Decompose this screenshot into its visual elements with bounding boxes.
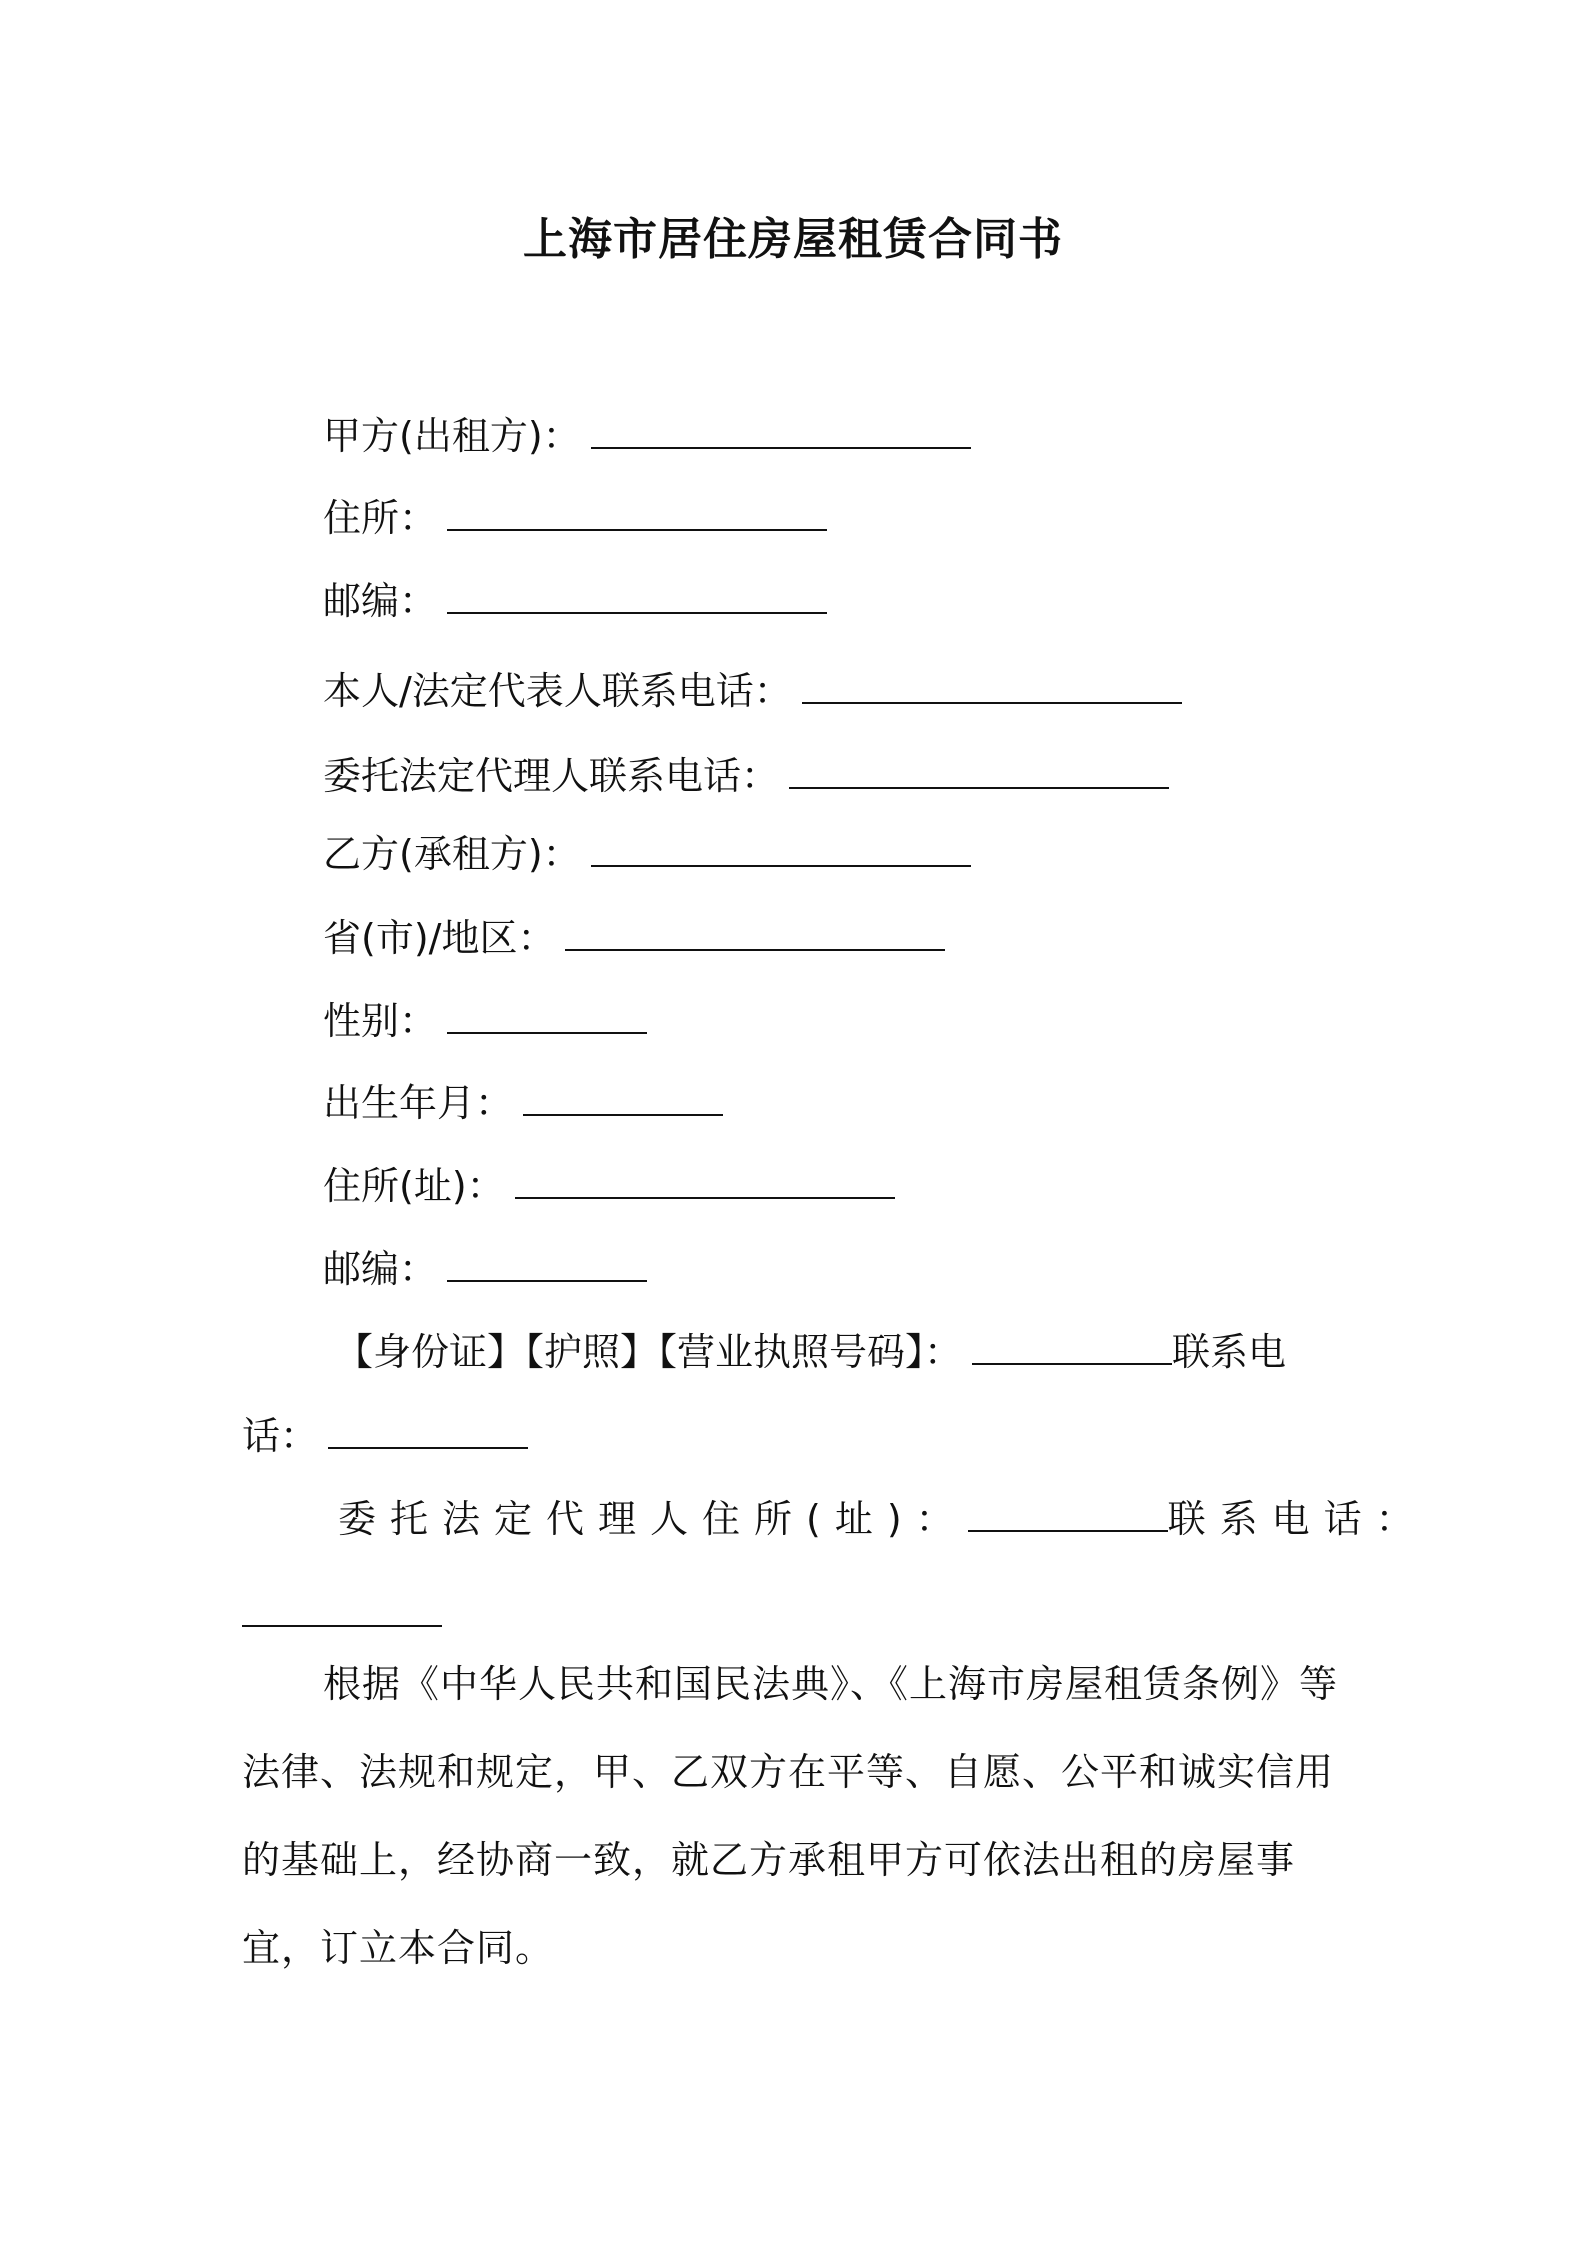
party-a-label: 甲方(出租方)： <box>323 414 581 458</box>
contact-phone-blank[interactable] <box>802 672 1182 704</box>
agent-address-blank[interactable] <box>968 1500 1168 1532</box>
agent-phone-label: 委托法定代理人联系电话： <box>323 754 780 798</box>
agent-address-label: 委托法定代理人住所(址)： <box>338 1497 968 1541</box>
id-line-2 <box>242 1410 528 1462</box>
id-label: 【身份证】【护照】【营业执照号码】： <box>335 1330 963 1374</box>
postcode-a-blank[interactable] <box>447 582 827 614</box>
contact-phone-line <box>323 665 1182 717</box>
birth-blank[interactable] <box>523 1084 723 1116</box>
postcode-a-label: 邮编： <box>323 579 438 623</box>
agent-phone-line <box>323 750 1169 802</box>
gender-line <box>323 995 647 1047</box>
party-a-blank[interactable] <box>591 417 971 449</box>
document-title: 上海市居住房屋租赁合同书 <box>523 214 1063 265</box>
address-b-blank[interactable] <box>515 1167 895 1199</box>
birth-label: 出生年月： <box>323 1081 514 1125</box>
province-blank[interactable] <box>565 919 945 951</box>
postcode-b-label: 邮编： <box>323 1247 438 1291</box>
party-b-label: 乙方(承租方)： <box>323 832 581 876</box>
agent-address-contact-blank[interactable] <box>242 1595 442 1627</box>
id-contact-label-start: 联系电 <box>1172 1330 1287 1374</box>
address-a-label: 住所： <box>323 496 438 540</box>
id-contact-blank[interactable] <box>328 1417 528 1449</box>
contact-phone-label: 本人/法定代表人联系电话： <box>323 669 792 713</box>
id-line-1 <box>335 1326 1286 1378</box>
birth-line <box>323 1077 723 1129</box>
address-a-blank[interactable] <box>447 499 827 531</box>
agent-address-line <box>338 1493 1428 1545</box>
address-a-line <box>323 492 827 544</box>
preamble-paragraph: 根据《中华人民共和国民法典》、《上海市房屋租赁条例》等法律、法规和规定，甲、乙双方在平等、自愿、公平和诚实信用的基础上，经协商一致，就乙方承租甲方可依法出租的房屋事宜，订立本合同。 <box>242 1662 1339 1970</box>
postcode-b-line <box>323 1243 647 1295</box>
postcode-b-blank[interactable] <box>447 1250 647 1282</box>
party-b-line <box>323 828 971 880</box>
agent-address-contact-label: 联系电话： <box>1167 1497 1428 1541</box>
party-b-blank[interactable] <box>591 835 971 867</box>
address-b-line <box>323 1160 895 1212</box>
agent-address-contact-line <box>242 1588 442 1640</box>
address-b-label: 住所(址)： <box>323 1164 505 1208</box>
province-line <box>323 912 945 964</box>
id-blank[interactable] <box>972 1333 1172 1365</box>
agent-phone-blank[interactable] <box>789 757 1169 789</box>
gender-blank[interactable] <box>447 1002 647 1034</box>
gender-label: 性别： <box>323 999 438 1043</box>
postcode-a-line <box>323 575 827 627</box>
id-contact-label-end: 话： <box>242 1414 319 1458</box>
province-label: 省(市)/地区： <box>323 916 556 960</box>
party-a-line <box>323 410 971 462</box>
